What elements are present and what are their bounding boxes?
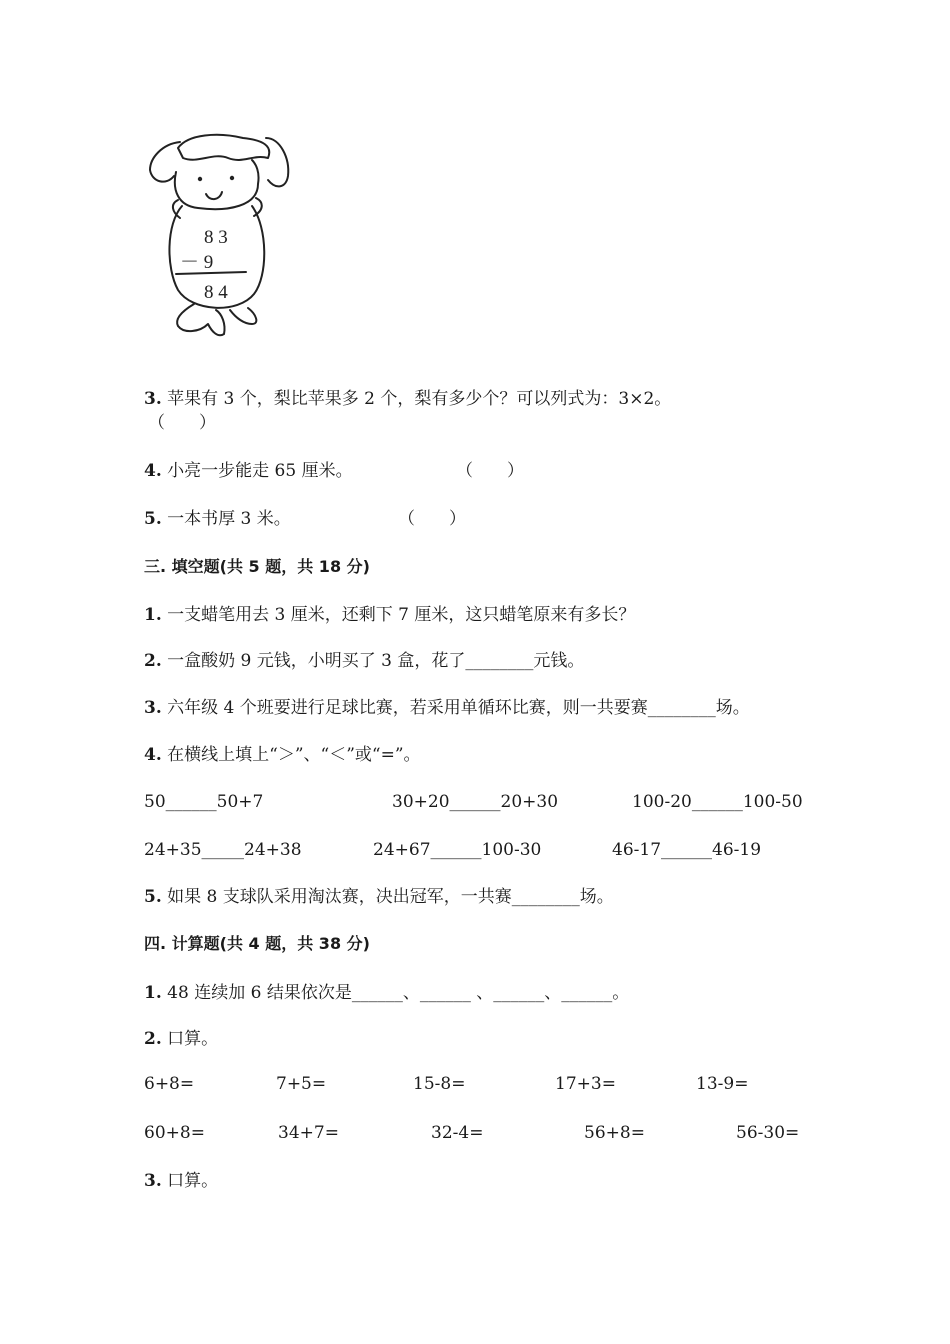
cartoon-figure-illustration xyxy=(148,128,298,348)
question-text: 在横线上填上“＞”、“＜”或“=”。 xyxy=(161,745,421,765)
question-number: 1. xyxy=(144,605,162,625)
question-number: 5. xyxy=(144,509,162,529)
compare-item: 46-17______46-19 xyxy=(612,840,762,860)
question-text: 一本书厚 3 米。 xyxy=(161,509,291,529)
question-text: 一盒酸奶 9 元钱，小明买了 3 盒，花了________元钱。 xyxy=(161,651,585,671)
compare-item: 50______50+7 xyxy=(144,792,264,812)
oral-calc-item: 56-30= xyxy=(736,1123,800,1143)
question-text: 如果 8 支球队采用淘汰赛，决出冠军，一共赛________场。 xyxy=(161,887,614,907)
question-number: 1. xyxy=(144,983,162,1003)
fill-question-5 xyxy=(144,886,614,908)
oral-calc-item: 7+5= xyxy=(276,1074,327,1094)
question-number: 2. xyxy=(144,1029,162,1049)
question-text: 口算。 xyxy=(161,1171,219,1191)
oral-calc-item: 17+3= xyxy=(555,1074,616,1094)
section-4-title: 四. 计算题(共 4 题，共 38 分) xyxy=(144,934,370,953)
oral-calc-item: 60+8= xyxy=(144,1123,205,1143)
question-number: 2. xyxy=(144,651,162,671)
question-number: 3. xyxy=(144,698,162,718)
figure-minuend: 8 3 xyxy=(204,227,228,248)
tf-question-5 xyxy=(144,508,291,530)
oral-calc-item: 13-9= xyxy=(696,1074,749,1094)
calc-question-1 xyxy=(144,982,629,1004)
figure-result: 8 4 xyxy=(204,282,228,303)
tf-q4-answer-paren: （ ） xyxy=(456,461,524,481)
compare-item: 30+20______20+30 xyxy=(392,792,559,812)
oral-calc-item: 34+7= xyxy=(278,1123,339,1143)
tf-question-3 xyxy=(144,388,671,410)
question-text: 口算。 xyxy=(161,1029,219,1049)
question-text: 一支蜡笔用去 3 厘米，还剩下 7 厘米，这只蜡笔原来有多长？ xyxy=(161,605,636,625)
compare-item: 24+35_____24+38 xyxy=(144,840,302,860)
question-number: 5. xyxy=(144,887,162,907)
tf-q5-answer-paren: （ ） xyxy=(398,509,466,529)
question-text: 六年级 4 个班要进行足球比赛，若采用单循环比赛，则一共要赛________场。 xyxy=(161,698,750,718)
calc-question-2 xyxy=(144,1028,218,1050)
question-number: 3. xyxy=(144,389,162,409)
question-number: 3. xyxy=(144,1171,162,1191)
figure-subtrahend: － 9 xyxy=(180,252,214,273)
section-3-title: 三. 填空题(共 5 题，共 18 分) xyxy=(144,557,370,576)
compare-item: 100-20______100-50 xyxy=(632,792,803,812)
fill-question-3 xyxy=(144,697,750,719)
question-text: 小亮一步能走 65 厘米。 xyxy=(161,461,353,481)
oral-calc-item: 6+8= xyxy=(144,1074,195,1094)
fill-question-2 xyxy=(144,650,584,672)
oral-calc-item: 56+8= xyxy=(584,1123,645,1143)
question-text: 48 连续加 6 结果依次是______、______ 、______、______。 xyxy=(161,983,630,1003)
tf-q3-answer-paren: （ ） xyxy=(148,413,216,433)
question-number: 4. xyxy=(144,745,162,765)
question-text: 苹果有 3 个，梨比苹果多 2 个，梨有多少个？可以列式为：3×2。 xyxy=(161,389,672,409)
fill-question-4 xyxy=(144,744,421,766)
compare-item: 24+67______100-30 xyxy=(373,840,542,860)
calc-question-3 xyxy=(144,1170,218,1192)
tf-question-4 xyxy=(144,460,353,482)
fill-question-1 xyxy=(144,604,635,626)
question-number: 4. xyxy=(144,461,162,481)
oral-calc-item: 15-8= xyxy=(413,1074,466,1094)
oral-calc-item: 32-4= xyxy=(431,1123,484,1143)
